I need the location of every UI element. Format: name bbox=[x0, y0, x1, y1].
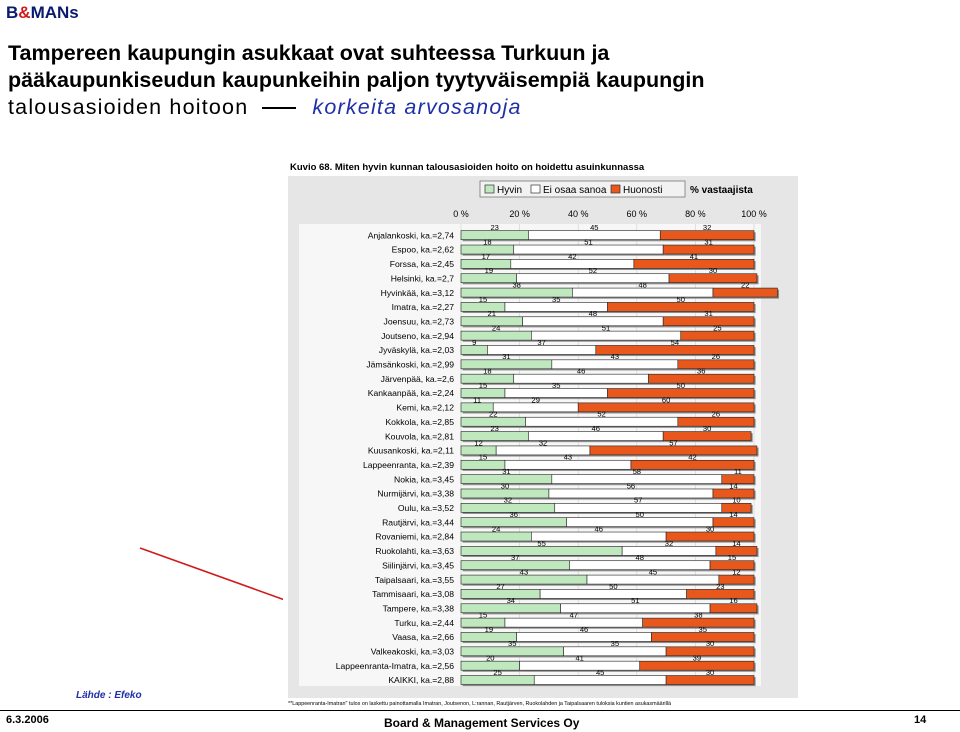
data-label: 19 bbox=[484, 266, 494, 276]
data-label: 17 bbox=[481, 251, 491, 261]
data-label: 25 bbox=[493, 667, 502, 677]
category-label: Kokkola, ka.=2,85 bbox=[385, 416, 454, 427]
data-label: 52 bbox=[597, 409, 606, 419]
data-label: 32 bbox=[538, 438, 548, 448]
data-label: 43 bbox=[610, 352, 620, 362]
data-label: 30 bbox=[705, 639, 715, 649]
data-label: 45 bbox=[648, 567, 658, 577]
data-label: 16 bbox=[729, 596, 738, 606]
data-label: 41 bbox=[575, 653, 584, 663]
data-label: 25 bbox=[713, 323, 722, 333]
unit-label: % vastaajista bbox=[690, 185, 753, 196]
company-logo: B&MANs bbox=[6, 3, 79, 22]
category-label: Tampere, ka.=3,38 bbox=[382, 603, 454, 614]
category-label: Espoo, ka.=2,62 bbox=[391, 244, 454, 255]
category-label: Rautjärvi, ka.=3,44 bbox=[382, 517, 454, 528]
category-label: Rovaniemi, ka.=2,84 bbox=[375, 531, 454, 542]
data-label: 15 bbox=[478, 294, 488, 304]
data-label: 46 bbox=[576, 366, 586, 376]
category-label: Tammisaari, ka.=3,08 bbox=[372, 589, 454, 600]
category-label: Helsinki, ka.=2,7 bbox=[390, 273, 454, 284]
page-number: 14 bbox=[914, 714, 927, 726]
data-label: 43 bbox=[563, 452, 573, 462]
source-note: Lähde : Efeko bbox=[76, 690, 142, 701]
category-label: Siilinjärvi, ka.=3,45 bbox=[382, 560, 454, 571]
data-label: 39 bbox=[692, 653, 702, 663]
data-label: 60 bbox=[661, 395, 671, 405]
data-label: 10 bbox=[732, 495, 741, 505]
category-label: Kuusankoski, ka.=2,11 bbox=[367, 445, 454, 456]
data-label: 9 bbox=[472, 337, 477, 347]
data-label: 46 bbox=[579, 624, 589, 634]
category-label: Lappeenranta, ka.=2,39 bbox=[362, 459, 454, 470]
data-label: 47 bbox=[569, 610, 579, 620]
legend-label-1: Ei osaa sanoa bbox=[543, 185, 607, 196]
category-label: Kemi, ka.=2,12 bbox=[396, 402, 454, 413]
chart-svg bbox=[283, 154, 803, 708]
data-label: 54 bbox=[670, 337, 680, 347]
category-label: Ruokolahti, ka.=3,63 bbox=[375, 546, 454, 557]
category-label: Anjalankoski, ka.=2,74 bbox=[367, 230, 454, 241]
data-label: 15 bbox=[478, 610, 488, 620]
data-label: 14 bbox=[729, 510, 738, 520]
data-label: 32 bbox=[503, 495, 513, 505]
data-label: 23 bbox=[490, 223, 499, 233]
category-label: Joutseno, ka.=2,94 bbox=[381, 330, 454, 341]
data-label: 32 bbox=[702, 223, 712, 233]
category-label: Nokia, ka.=3,45 bbox=[394, 474, 454, 485]
data-label: 48 bbox=[638, 280, 647, 290]
data-label: 23 bbox=[716, 581, 725, 591]
data-label: 21 bbox=[487, 309, 496, 319]
data-label: 56 bbox=[626, 481, 636, 491]
category-label: Turku, ka.=2,44 bbox=[394, 617, 454, 628]
data-label: 42 bbox=[688, 452, 697, 462]
x-tick-label: 60 % bbox=[626, 209, 648, 219]
data-label: 58 bbox=[632, 467, 642, 477]
category-label: KAIKKI, ka.=2,88 bbox=[388, 675, 454, 686]
data-label: 18 bbox=[483, 366, 492, 376]
data-label: 50 bbox=[609, 581, 618, 591]
data-label: 12 bbox=[732, 567, 741, 577]
data-label: 50 bbox=[635, 510, 644, 520]
title-line-3: talousasioiden hoitoon korkeita arvosanoja bbox=[8, 95, 522, 119]
data-label: 24 bbox=[491, 524, 501, 534]
category-label: Kankaanpää, ka.=2,24 bbox=[367, 388, 454, 399]
legend-label-0: Hyvin bbox=[497, 185, 523, 196]
data-label: 35 bbox=[551, 294, 561, 304]
data-label: 45 bbox=[595, 667, 605, 677]
data-label: 31 bbox=[502, 467, 511, 477]
data-label: 30 bbox=[705, 667, 715, 677]
data-label: 11 bbox=[733, 467, 742, 477]
data-label: 45 bbox=[590, 223, 599, 233]
data-label: 35 bbox=[610, 639, 620, 649]
data-label: 30 bbox=[702, 423, 712, 433]
data-label: 26 bbox=[711, 352, 721, 362]
data-label: 51 bbox=[584, 237, 593, 247]
legend-swatch-1 bbox=[531, 185, 540, 193]
data-label: 35 bbox=[508, 639, 517, 649]
data-label: 30 bbox=[500, 481, 510, 491]
data-label: 31 bbox=[502, 352, 511, 362]
data-label: 31 bbox=[704, 237, 713, 247]
data-label: 52 bbox=[588, 266, 598, 276]
legend-swatch-0 bbox=[485, 185, 494, 193]
data-label: 37 bbox=[510, 553, 520, 563]
data-label: 36 bbox=[509, 510, 518, 520]
data-label: 29 bbox=[531, 395, 540, 405]
legend-label-2: Huonosti bbox=[623, 185, 663, 196]
data-label: 57 bbox=[669, 438, 678, 448]
data-label: 26 bbox=[711, 409, 721, 419]
category-label: Vaasa, ka.=2,66 bbox=[392, 632, 454, 643]
category-label: Järvenpää, ka.=2,6 bbox=[380, 373, 454, 384]
data-label: 57 bbox=[634, 495, 643, 505]
data-label: 22 bbox=[740, 280, 750, 290]
x-tick-label: 20 % bbox=[509, 209, 530, 219]
data-label: 32 bbox=[664, 538, 674, 548]
title-line-1: Tampereen kaupungin asukkaat ovat suhteessa Turkuun ja bbox=[8, 41, 610, 65]
data-label: 46 bbox=[594, 524, 603, 534]
chart bbox=[283, 154, 803, 708]
legend-swatch-2 bbox=[611, 185, 620, 193]
category-label: Taipalsaari, ka.=3,55 bbox=[374, 574, 454, 585]
data-label: 19 bbox=[484, 624, 494, 634]
data-label: 55 bbox=[537, 538, 546, 548]
data-label: 35 bbox=[551, 380, 561, 390]
data-label: 51 bbox=[601, 323, 611, 333]
footer-company: Board & Management Services Oy bbox=[384, 716, 580, 730]
category-label: Jämsänkoski, ka.=2,99 bbox=[366, 359, 454, 370]
data-label: 50 bbox=[676, 294, 685, 304]
data-label: 38 bbox=[694, 610, 703, 620]
footer-date: 6.3.2006 bbox=[6, 714, 49, 726]
data-label: 14 bbox=[729, 481, 738, 491]
data-label: 37 bbox=[537, 337, 546, 347]
data-label: 22 bbox=[489, 409, 498, 419]
data-label: 12 bbox=[474, 438, 483, 448]
category-label: Imatra, ka.=2,27 bbox=[391, 302, 454, 313]
data-label: 24 bbox=[491, 323, 501, 333]
data-label: 43 bbox=[519, 567, 529, 577]
chart-footnote: **Lappeenranta-Imatran" tulos on laskettu painottamalla Imatran, Joutsenon, L:rannan, Rautjärven, Ruokolahden ja Taipalsaaren tuloksia kuntien asukasmäärillä bbox=[288, 701, 671, 707]
data-label: 15 bbox=[478, 380, 488, 390]
data-label: 11 bbox=[473, 395, 482, 405]
category-label: Oulu, ka.=3,52 bbox=[397, 503, 454, 514]
data-label: 31 bbox=[704, 309, 713, 319]
title-emphasis: korkeita arvosanoja bbox=[312, 95, 522, 119]
data-label: 30 bbox=[705, 524, 715, 534]
category-label: Hyvinkää, ka.=3,12 bbox=[380, 287, 454, 298]
data-label: 51 bbox=[631, 596, 640, 606]
data-label: 27 bbox=[496, 581, 505, 591]
data-label: 50 bbox=[676, 380, 685, 390]
data-label: 34 bbox=[506, 596, 516, 606]
data-label: 46 bbox=[591, 423, 601, 433]
data-label: 23 bbox=[490, 423, 499, 433]
data-label: 15 bbox=[727, 553, 737, 563]
category-label: Kouvola, ka.=2,81 bbox=[384, 431, 454, 442]
category-label: Nurmijärvi, ka.=3,38 bbox=[377, 488, 454, 499]
data-label: 48 bbox=[588, 309, 598, 319]
footer-divider bbox=[0, 710, 960, 711]
title-line-2: pääkaupunkiseudun kaupunkeihin paljon tyytyväisempiä kaupungin bbox=[8, 68, 705, 92]
x-tick-label: 80 % bbox=[685, 209, 706, 219]
category-label: Valkeakoski, ka.=3,03 bbox=[370, 646, 454, 657]
x-tick-label: 100 % bbox=[741, 209, 767, 219]
data-label: 35 bbox=[698, 624, 707, 634]
data-label: 15 bbox=[478, 452, 488, 462]
chart-title: Kuvio 68. Miten hyvin kunnan talousasioiden hoito on hoidettu asuinkunnassa bbox=[290, 162, 645, 173]
data-label: 30 bbox=[708, 266, 718, 276]
category-label: Jyväskylä, ka.=2,03 bbox=[378, 345, 454, 356]
data-label: 20 bbox=[486, 653, 495, 663]
x-tick-label: 0 % bbox=[453, 209, 469, 219]
data-label: 36 bbox=[697, 366, 706, 376]
category-label: Lappeenranta-Imatra, ka.=2,56 bbox=[335, 660, 454, 671]
data-label: 14 bbox=[732, 538, 741, 548]
data-label: 42 bbox=[568, 251, 577, 261]
data-label: 38 bbox=[512, 280, 521, 290]
data-label: 41 bbox=[689, 251, 699, 261]
category-label: Joensuu, ka.=2,73 bbox=[383, 316, 454, 327]
x-tick-label: 40 % bbox=[567, 209, 589, 219]
data-label: 18 bbox=[483, 237, 492, 247]
category-label: Forssa, ka.=2,45 bbox=[389, 259, 454, 270]
data-label: 48 bbox=[635, 553, 644, 563]
